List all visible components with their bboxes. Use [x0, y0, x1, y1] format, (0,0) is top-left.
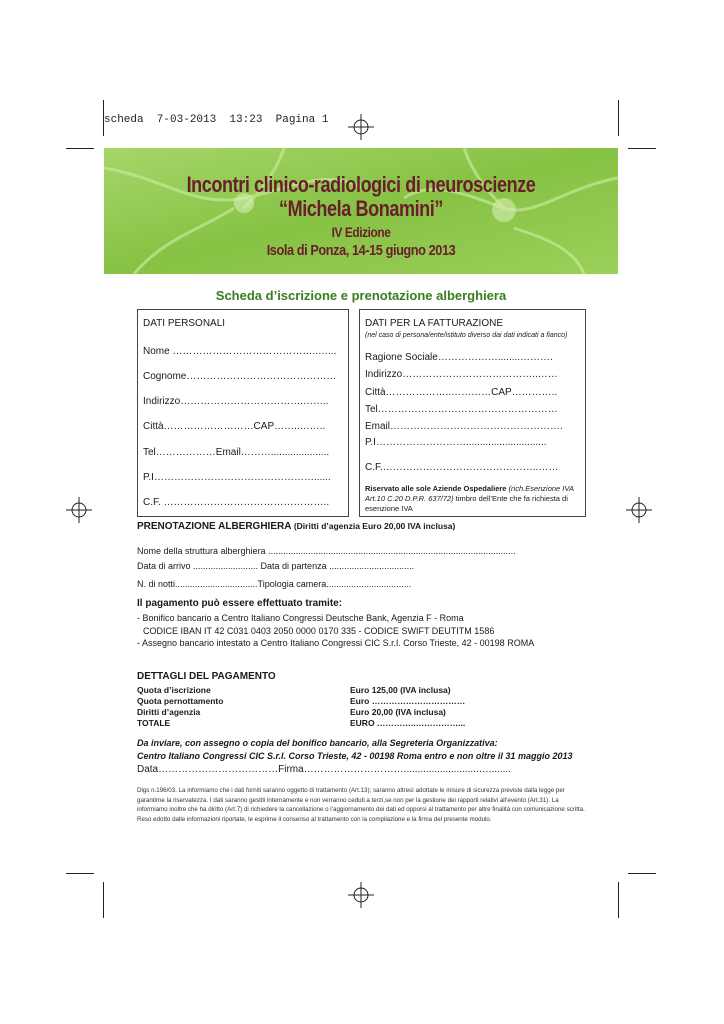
payment-heading: Il pagamento può essere effettuato tramite:	[137, 598, 343, 609]
reserved-note-italic: (rich.Esenzione IVA Art.10 C.20 D.P.R. 637/72)	[365, 484, 574, 503]
registration-mark-right-icon	[626, 497, 652, 523]
details-label-total: TOTALE	[137, 718, 171, 728]
crop-mark-top-right-v	[618, 100, 619, 136]
send-address: Centro Italiano Congressi CIC S.r.l. Corso Trieste, 42 - 00198 Roma entro e non oltre il 31 maggio 2013	[137, 751, 573, 761]
details-value-overnight[interactable]: Euro ……………………………	[350, 696, 466, 706]
crop-mark-bottom-right-v	[618, 882, 619, 918]
send-instructions: Da inviare, con assegno o copia del bonifico bancario, alla Segreteria Organizzativa:	[137, 738, 498, 748]
field-ragione-sociale[interactable]: Ragione Sociale………………........……….	[365, 352, 553, 363]
personal-data-box	[137, 309, 349, 517]
field-tel-email[interactable]: Tel………………Email……….....................	[143, 447, 330, 458]
banner-place-date: Isola di Ponza, 14-15 giugno 2013	[266, 242, 456, 259]
payment-cheque: - Assegno bancario intestato a Centro Italiano Congressi CIC S.r.l. Corso Trieste, 42 - 00198 ROMA	[137, 638, 535, 648]
details-label-agency: Diritti d’agenzia	[137, 707, 201, 717]
banner-title-line1: Incontri clinico-radiologici di neuroscienze	[186, 172, 536, 197]
registration-mark-top-icon	[348, 114, 374, 140]
personal-heading: DATI PERSONALI	[143, 318, 226, 329]
details-label-registration: Quota d’iscrizione	[137, 685, 211, 695]
field-nome[interactable]: Nome ……………………………………..…...	[143, 346, 337, 357]
print-slug: scheda 7-03-2013 13:23 Pagina 1	[104, 114, 329, 126]
field-billing-indirizzo[interactable]: Indirizzo…………………………………..……	[365, 369, 558, 380]
billing-heading: DATI PER LA FATTURAZIONE	[365, 318, 503, 329]
registration-mark-left-icon	[66, 497, 92, 523]
reserved-note-rest: timbro dell’Ente che fa richiesta di esenzione IVA	[365, 494, 568, 513]
reserved-note-bold: Riservato alle sole Aziende Ospedaliere	[365, 484, 507, 493]
billing-subheading: (nel caso di persona/ente/istituto diverso dai dati indicati a fianco)	[365, 332, 568, 339]
payment-iban: CODICE IBAN IT 42 C031 0403 2050 0000 0170 335 - CODICE SWIFT DEUTITM 1586	[143, 626, 495, 636]
crop-mark-top-right-h	[628, 148, 656, 149]
crop-mark-bottom-left-v	[103, 882, 104, 918]
details-value-total[interactable]: EURO …………..……………...	[350, 718, 466, 728]
billing-data-box	[359, 309, 586, 517]
details-label-overnight: Quota pernottamento	[137, 696, 224, 706]
hotel-heading-title: PRENOTAZIONE ALBERGHIERA	[137, 521, 292, 532]
field-billing-citta[interactable]: Città………………..…………CAP…………..	[365, 387, 558, 398]
banner-title-line2: “Michela Bonamini”	[278, 196, 444, 221]
field-cognome[interactable]: Cognome………………………………………	[143, 371, 337, 382]
registration-mark-bottom-icon	[348, 882, 374, 908]
field-cf[interactable]: C.F. …………………………………………..	[143, 497, 330, 508]
payment-bank-transfer: - Bonifico bancario a Centro Italiano Congressi Deutsche Bank, Agenzia F - Roma	[137, 613, 464, 623]
details-value-agency: Euro 20,00 (IVA inclusa)	[350, 707, 446, 717]
header-banner	[104, 148, 618, 274]
field-hotel-name[interactable]: Nome della struttura alberghiera ...................................................................................................	[137, 546, 516, 556]
crop-mark-bottom-left-h	[66, 873, 94, 874]
field-pi[interactable]: P.I…………………………………………......	[143, 472, 331, 483]
banner-edition: IV Edizione	[331, 224, 391, 240]
hotel-heading-note: (Diritti d’agenzia Euro 20,00 IVA inclusa)	[291, 521, 456, 531]
field-indirizzo[interactable]: Indirizzo……………………………….……..	[143, 396, 329, 407]
details-heading: DETTAGLI DEL PAGAMENTO	[137, 671, 276, 682]
field-arrival-departure[interactable]: Data di arrivo .......................... Data di partenza ..................................	[137, 561, 415, 571]
field-billing-email[interactable]: Email…………………………………………….	[365, 421, 563, 432]
privacy-notice: Dlgs n.196/03. La informiamo che i dati forniti saranno oggetto di trattamento (Art.13); saranno altresì adottate le misure di sicurezza previste dalla legge per garantirne la riservatezza. I dati saranno gestiti internamente e non verranno ceduti a terzi,se non per la gestione dei rapporti relativi all’evento (Art.31). La informiamo inoltre che ha diritto (Art.7) di richiedere la cancellazione o l’aggiornamento dei dati ed opporsi al trattamento per altre finalità con comunicazione scritta. Reso edotto dalle informazioni riportate, le esprime il consenso al trattamento con la compilazione e la firma del presente modulo.	[137, 787, 585, 823]
field-billing-pi[interactable]: P.I……………………….............................	[365, 437, 547, 448]
field-billing-tel[interactable]: Tel………………………………………………	[365, 404, 558, 415]
field-date-signature[interactable]: Data………………………………Firma…………………………...........................…........	[137, 764, 511, 775]
hotel-heading	[137, 521, 455, 532]
field-billing-cf[interactable]: C.F.………………………………………..……	[365, 462, 559, 473]
crop-mark-top-left-h	[66, 148, 94, 149]
details-value-registration: Euro 125,00 (IVA inclusa)	[350, 685, 451, 695]
reserved-note	[365, 484, 583, 514]
field-nights-room-type[interactable]: N. di notti.................................Tipologia camera..................................	[137, 579, 412, 589]
form-title: Scheda d’iscrizione e prenotazione alberghiera	[215, 288, 507, 303]
crop-mark-bottom-right-h	[628, 873, 656, 874]
field-citta[interactable]: Città………………………CAP……..……..	[143, 421, 326, 432]
